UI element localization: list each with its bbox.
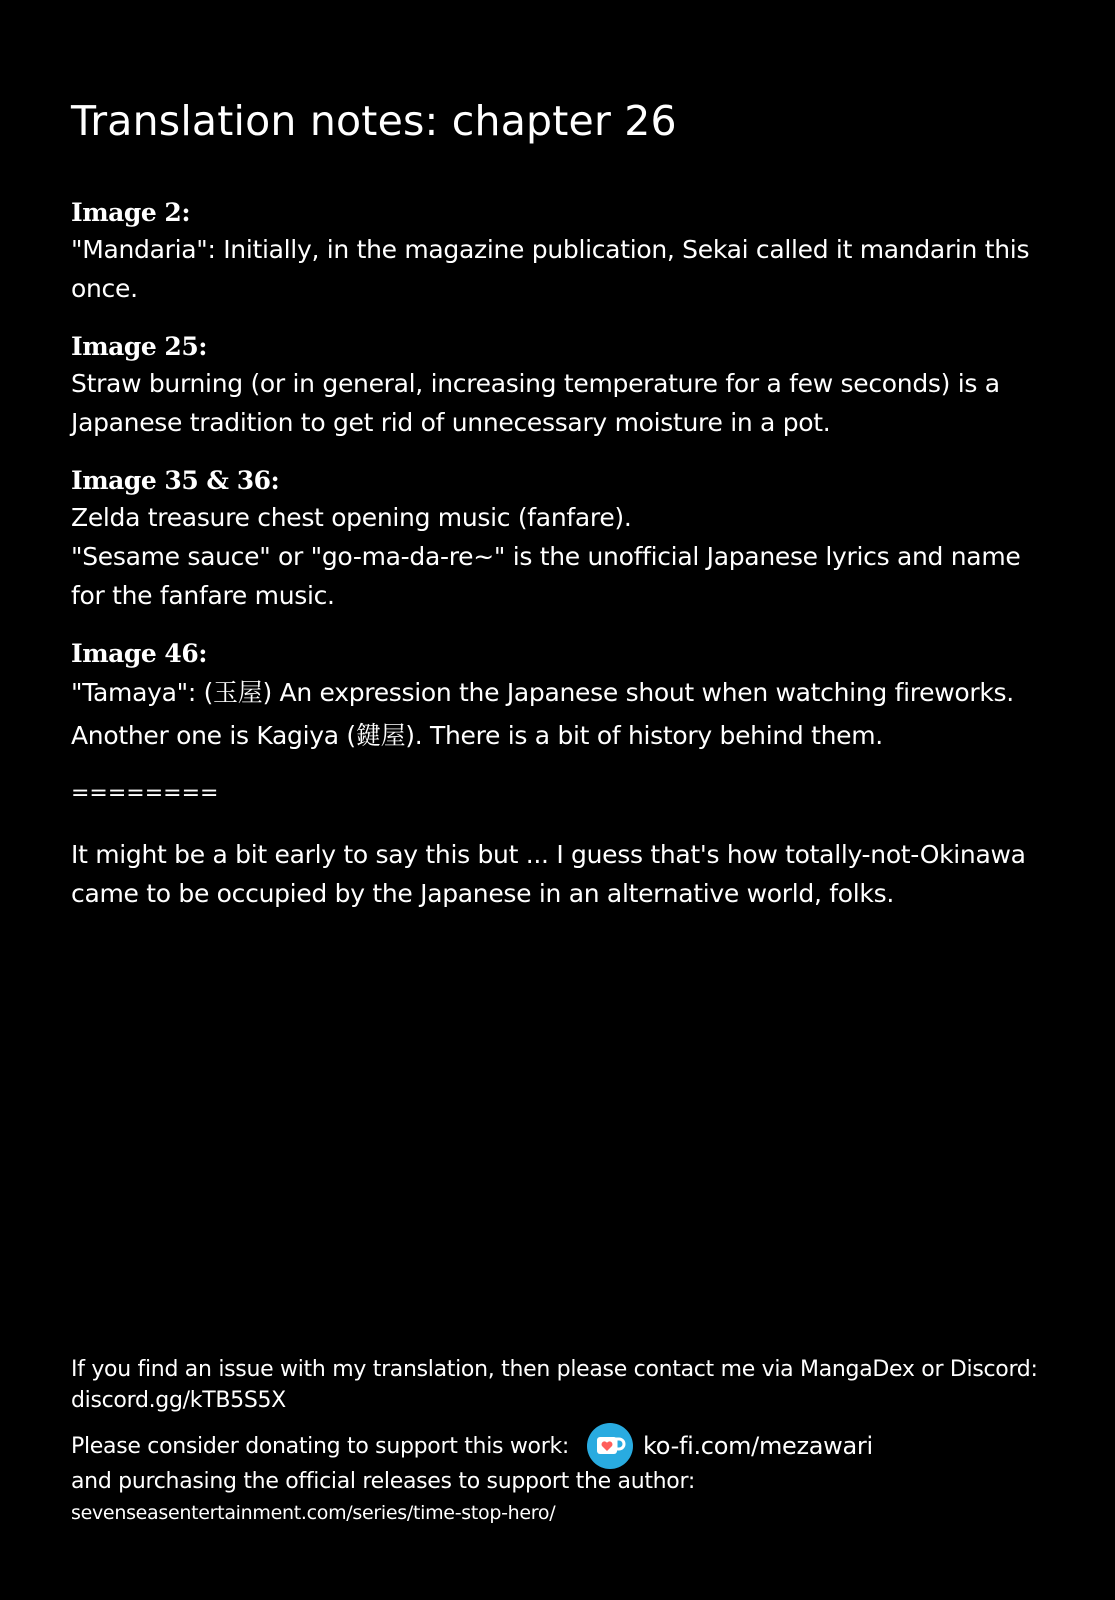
donate-label: Please consider donating to support this work:	[71, 1433, 570, 1459]
note-heading: Image 46:	[71, 639, 207, 668]
note-text: "Sesame sauce" or "go-ma-da-re~" is the unofficial Japanese lyrics and name for the fanfare music.	[71, 542, 1021, 610]
kofi-link[interactable]: ko-fi.com/mezawari	[643, 1431, 873, 1460]
purchase-text	[71, 1466, 1061, 1529]
page-title: Translation notes: chapter 26	[71, 97, 677, 145]
note-heading: Image 35 & 36:	[71, 466, 280, 495]
note-text: Another one is Kagiya (鍵屋). There is a bit of history behind them.	[71, 721, 883, 750]
note-text: Zelda treasure chest opening music (fanfare).	[71, 503, 632, 532]
notes-list	[71, 196, 1061, 913]
kofi-cup-heart-icon[interactable]	[587, 1423, 633, 1469]
note-image-46	[71, 637, 1061, 757]
note-image-25	[71, 330, 1061, 442]
note-heading: Image 25:	[71, 332, 207, 361]
publisher-link[interactable]: sevenseasentertainment.com/series/time-stop-hero/	[71, 1502, 556, 1524]
note-text: "Tamaya": (玉屋) An expression the Japanese shout when watching fireworks.	[71, 678, 1014, 707]
donate-row	[71, 1426, 1061, 1466]
note-heading: Image 2:	[71, 198, 191, 227]
contact-text: If you find an issue with my translation, then please contact me via MangaDex or Discord: discord.gg/kTB5S5X	[71, 1357, 1038, 1413]
footer	[71, 1354, 1061, 1539]
note-text: "Mandaria": Initially, in the magazine publication, Sekai called it mandarin this once.	[71, 235, 1030, 303]
note-image-35-36	[71, 464, 1061, 615]
closing-remark: It might be a bit early to say this but ... I guess that's how totally-not-Okinawa came to be occupied by the Japanese in an alternative world, folks.	[71, 840, 1026, 908]
note-image-2	[71, 196, 1061, 308]
section-divider: ========	[71, 781, 219, 806]
note-text: Straw burning (or in general, increasing temperature for a few seconds) is a Japanese tradition to get rid of unnecessary moisture in a pot.	[71, 369, 1000, 437]
purchase-label: and purchasing the official releases to support the author:	[71, 1469, 695, 1494]
